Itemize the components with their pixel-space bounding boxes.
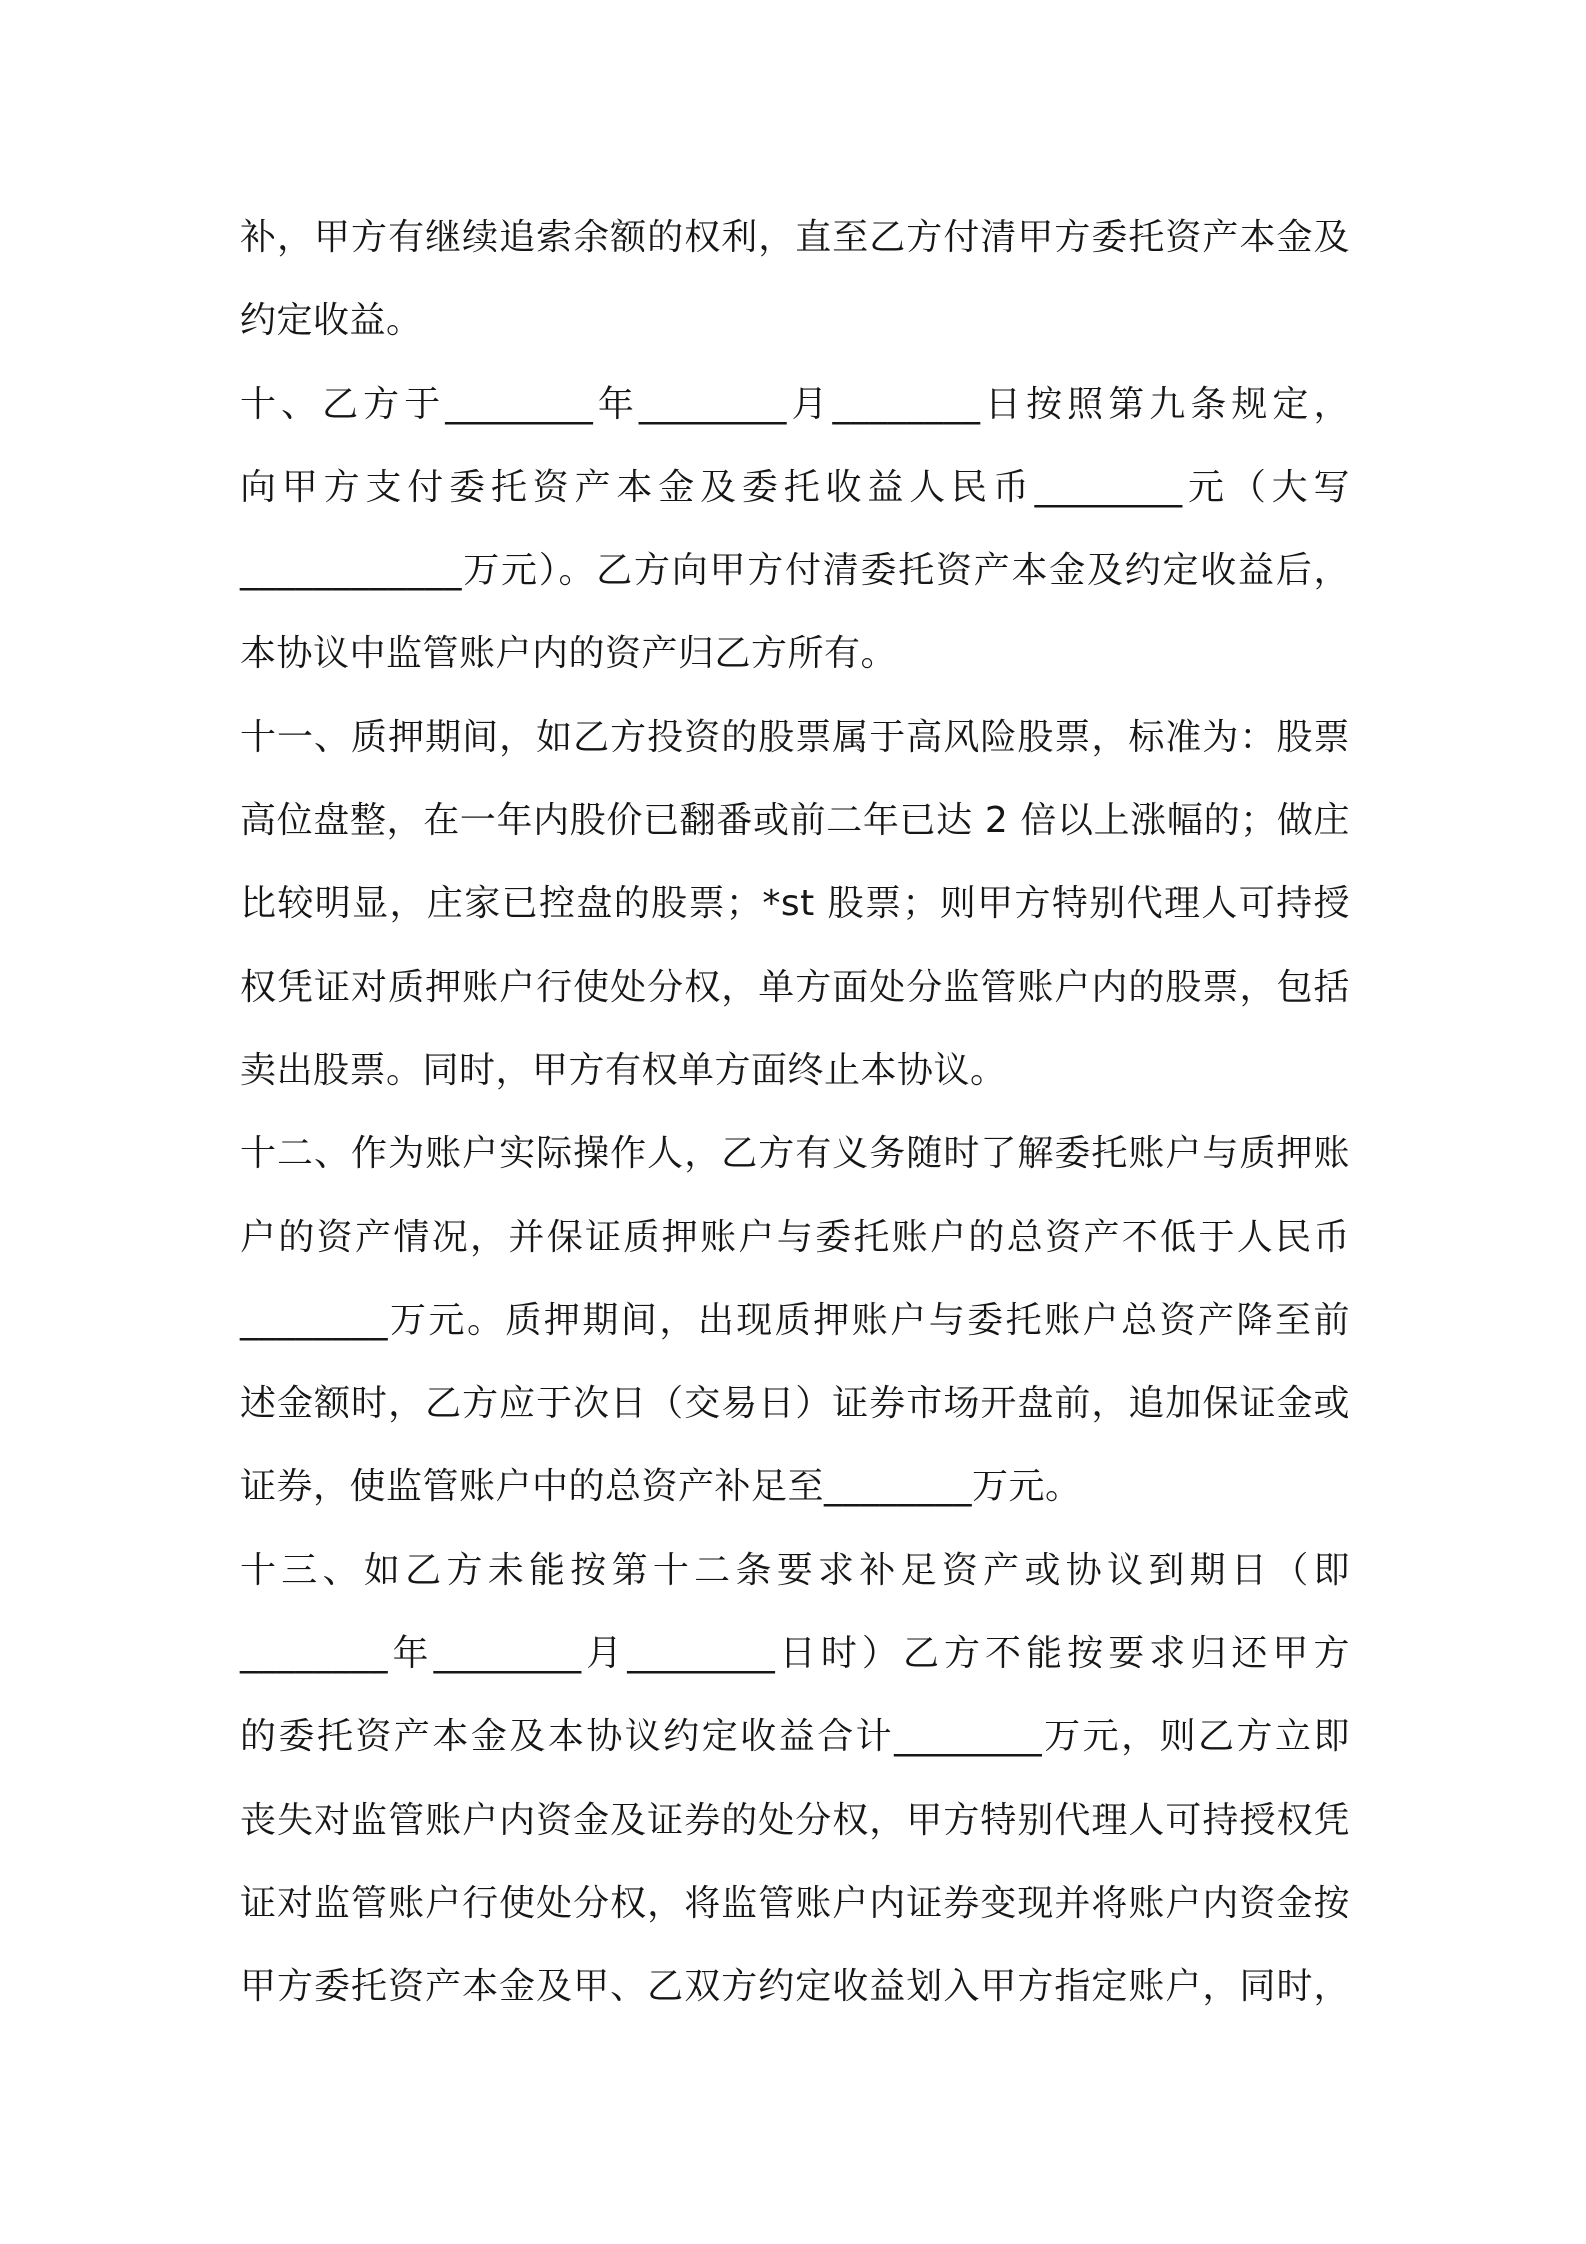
clause-13-line-3: 的委托资产本金及本协议约定收益合计________万元，则乙方立即 [240,1716,1350,1758]
clause-13-line-4: 丧失对监管账户内资金及证券的处分权，甲方特别代理人可持授权凭 [240,1799,1350,1841]
clause-11-line-2: 高位盘整，在一年内股价已翻番或前二年已达 2 倍以上涨幅的；做庄 [240,800,1350,842]
clause-13-line-2: ________年________月________日时）乙方不能按要求归还甲方 [240,1633,1350,1675]
text-line-2: 约定收益。 [240,300,423,342]
clause-12-line-5: 证券，使监管账户中的总资产补足至________万元。 [240,1466,1082,1508]
clause-12-line-2: 户的资产情况，并保证质押账户与委托账户的总资产不低于人民币 [240,1216,1350,1258]
clause-10-line-1: 十、乙方于________年________月________日按照第九条规定， [240,383,1350,425]
clause-13-line-1: 十三、如乙方未能按第十二条要求补足资产或协议到期日（即 [240,1549,1350,1591]
contract-text [240,196,1350,2029]
clause-11-line-1: 十一、质押期间，如乙方投资的股票属于高风险股票，标准为：股票 [240,716,1350,758]
text-line-1: 补，甲方有继续追索余额的权利，直至乙方付清甲方委托资产本金及 [240,217,1350,258]
clause-11-line-5: 卖出股票。同时，甲方有权单方面终止本协议。 [240,1049,1007,1091]
clause-12-line-4: 述金额时，乙方应于次日（交易日）证券市场开盘前，追加保证金或 [240,1383,1350,1425]
clause-10-line-3: ____________万元）。乙方向甲方付清委托资产本金及约定收益后， [240,550,1350,592]
clause-13-line-6: 甲方委托资产本金及甲、乙双方约定收益划入甲方指定账户，同时， [240,1966,1350,2008]
clause-12-line-1: 十二、作为账户实际操作人，乙方有义务随时了解委托账户与质押账 [240,1133,1350,1175]
clause-10-line-2: 向甲方支付委托资产本金及委托收益人民币________元（大写 [240,466,1350,508]
clause-11-line-3: 比较明显，庄家已控盘的股票；*st 股票；则甲方特别代理人可持授 [240,883,1350,925]
clause-12-line-3: ________万元。质押期间，出现质押账户与委托账户总资产降至前 [240,1299,1350,1341]
clause-13-line-5: 证对监管账户行使处分权，将监管账户内证券变现并将账户内资金按 [240,1882,1350,1924]
clause-10-line-4: 本协议中监管账户内的资产归乙方所有。 [240,633,898,675]
clause-11-line-4: 权凭证对质押账户行使处分权，单方面处分监管账户内的股票，包括 [240,966,1350,1008]
